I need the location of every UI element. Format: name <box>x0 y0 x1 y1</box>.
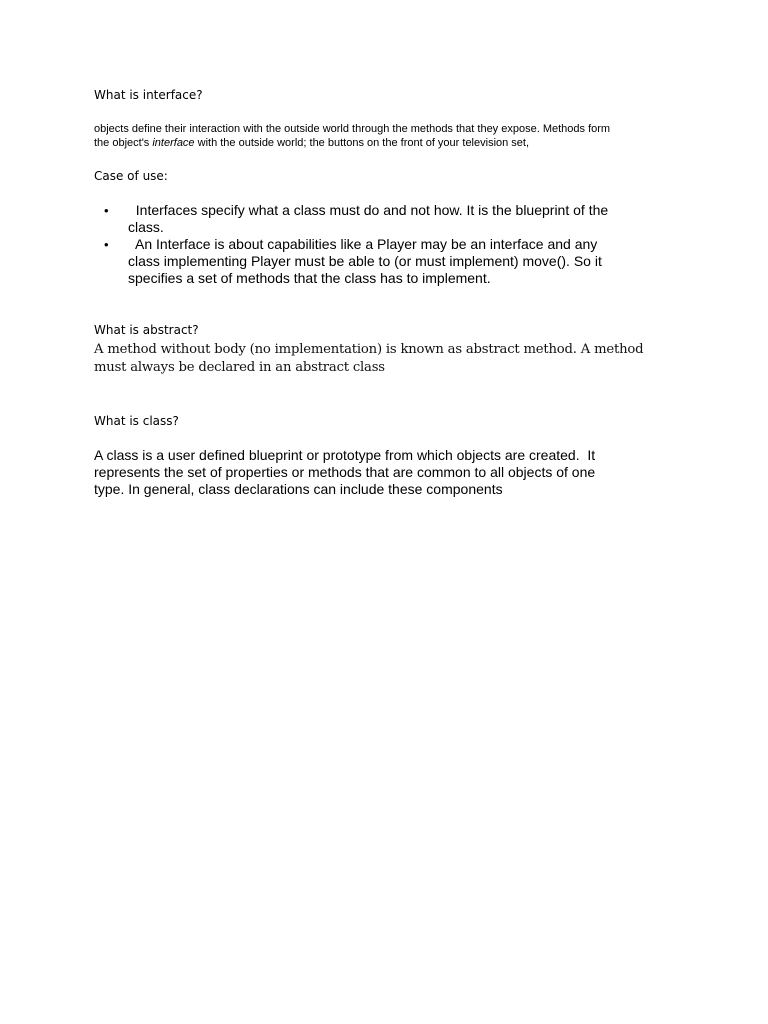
heading-case-of-use: Case of use: <box>94 169 168 183</box>
heading-what-is-class: What is class? <box>94 414 179 428</box>
abstract-paragraph <box>94 341 694 377</box>
list-item <box>94 236 694 287</box>
interface-paragraph-line-1: objects define their interaction with the outside world through the methods that they expose. Methods form <box>94 123 611 135</box>
interface-paragraph-line-2 <box>94 136 684 150</box>
list-item-line: An Interface is about capabilities like a Player may be an interface and any <box>128 236 598 252</box>
heading-what-is-interface: What is interface? <box>94 88 203 102</box>
abstract-paragraph-line: A method without body (no implementation) is known as abstract method. A method <box>94 342 644 357</box>
class-paragraph-line: A class is a user defined blueprint or prototype from which objects are created. It <box>94 447 596 463</box>
case-of-use-list <box>94 202 694 287</box>
bullet-icon: • <box>104 237 109 252</box>
heading-what-is-abstract: What is abstract? <box>94 323 199 337</box>
bullet-icon: • <box>104 203 109 218</box>
list-item-line: specifies a set of methods that the class has to implement. <box>128 270 491 286</box>
class-paragraph <box>94 447 694 498</box>
abstract-paragraph-line: must always be declared in an abstract class <box>94 360 385 375</box>
interface-paragraph-prefix: the object's <box>94 137 153 149</box>
class-paragraph-line: represents the set of properties or methods that are common to all objects of one <box>94 464 596 480</box>
list-item <box>94 202 694 236</box>
list-item-line: class implementing Player must be able to (or must implement) move(). So it <box>128 253 602 269</box>
list-item-line: class. <box>128 219 164 235</box>
interface-paragraph-suffix: with the outside world; the buttons on the front of your television set, <box>194 137 530 149</box>
class-paragraph-line: type. In general, class declarations can include these components <box>94 481 503 497</box>
interface-paragraph <box>94 122 684 150</box>
interface-italic-word: interface <box>152 137 195 149</box>
list-item-line: Interfaces specify what a class must do and not how. It is the blueprint of the <box>128 202 609 218</box>
